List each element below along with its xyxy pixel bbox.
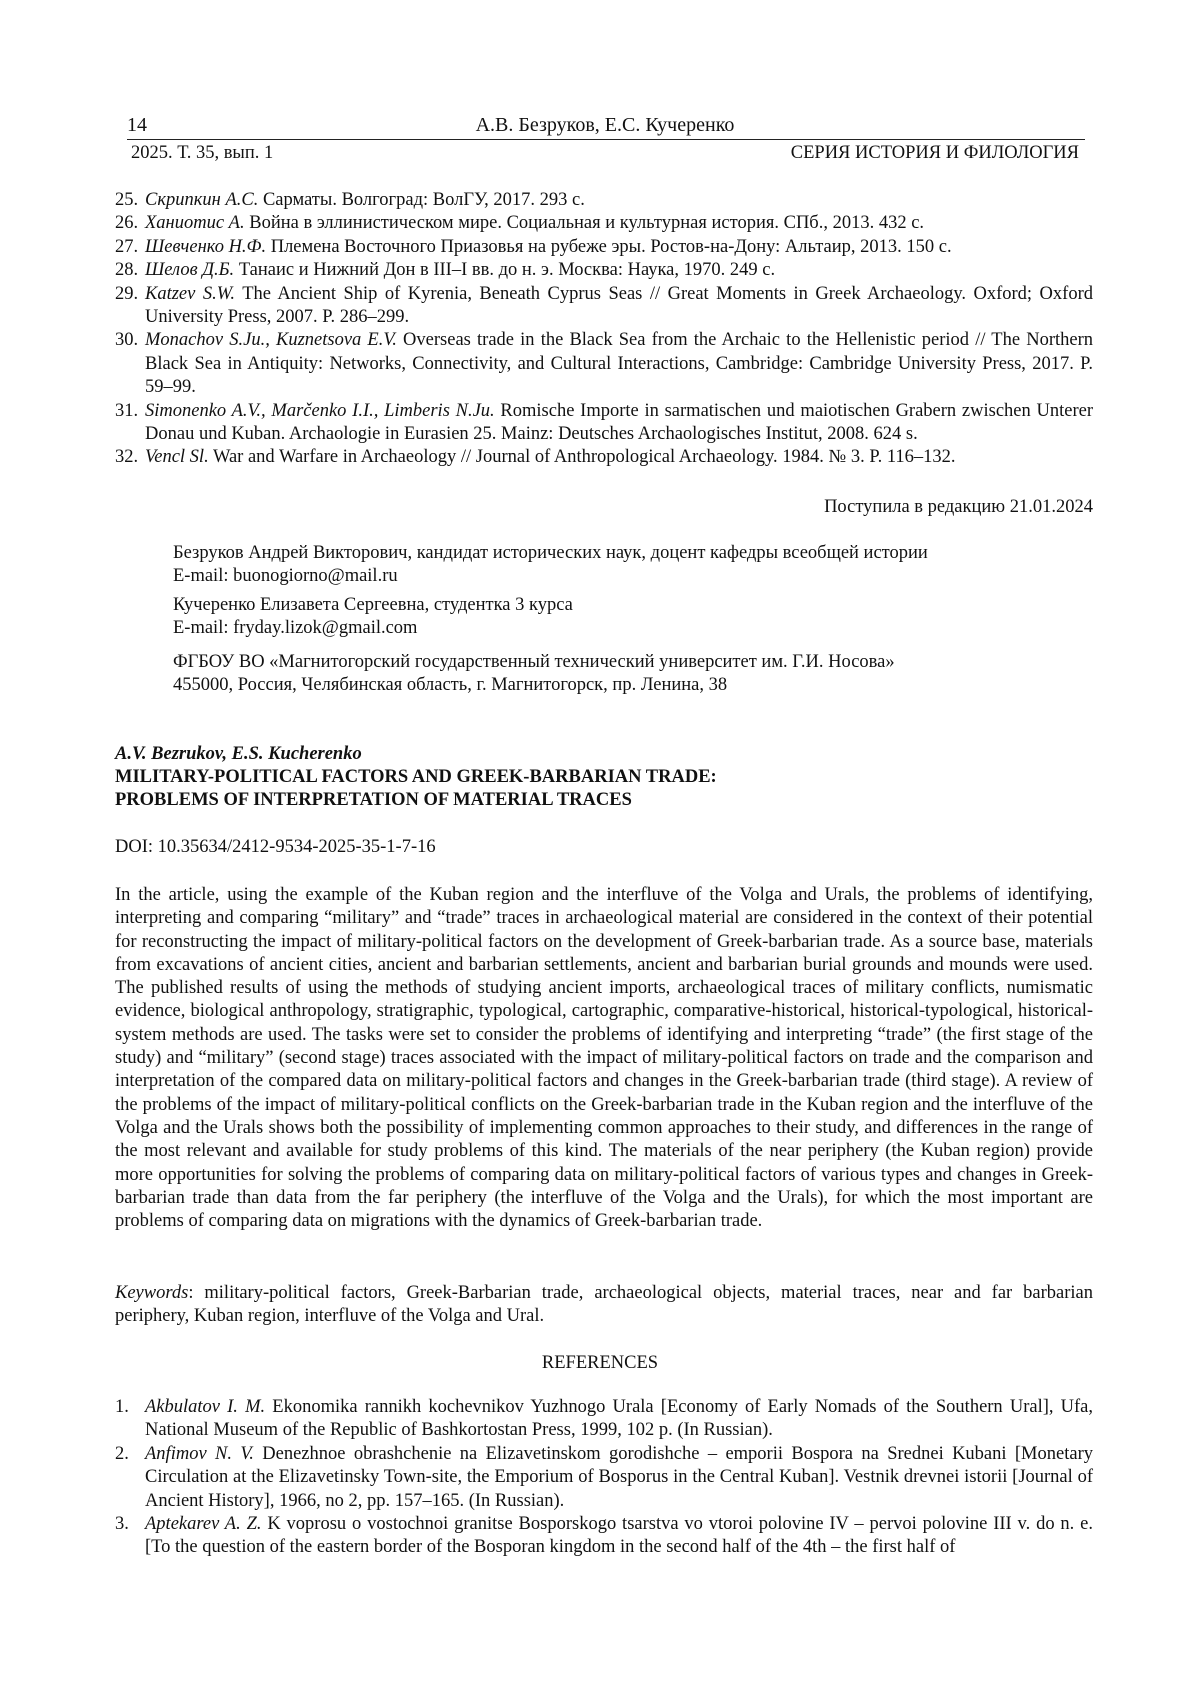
reference-text: Сарматы. Волгоград: ВолГУ, 2017. 293 с. [258, 190, 585, 210]
author-2-details: Кучеренко Елизавета Сергеевна, студентка 3 курса [173, 595, 573, 615]
reference-author: Ханиотис А. [145, 213, 245, 234]
reference-text: K voprosu o vostochnoi granitse Bosporskogo tsarstva vo vtoroi polovine IV – pervoi polovine III v. do n. e. [To the question of the eastern border of the Bosporan kingdom in the second half of the 4th – the first half of [145, 1514, 1093, 1558]
reference-text: The Ancient Ship of Kyrenia, Beneath Cyprus Seas // Great Moments in Greek Archaeology. Oxford; Oxford University Press, 2007. P. 286–299. [145, 283, 1093, 328]
english-title-line-1: MILITARY-POLITICAL FACTORS AND GREEK-BARBARIAN TRADE: [115, 767, 717, 787]
reference-author: Katzev S.W. [145, 283, 236, 304]
series-title: СЕРИЯ ИСТОРИЯ И ФИЛОЛОГИЯ [790, 143, 1079, 163]
references-heading: REFERENCES [541, 1353, 659, 1373]
reference-list-en [115, 1396, 1093, 1560]
reference-number: 29. [115, 283, 139, 304]
reference-item [115, 189, 1093, 212]
keywords [115, 1282, 1093, 1329]
reference-number: 31. [115, 400, 139, 421]
reference-number: 1. [115, 1397, 129, 1417]
affiliation [173, 651, 1073, 698]
reference-author: Aptekarev A. Z. [145, 1514, 262, 1535]
reference-author: Шевченко Н.Ф. [145, 236, 267, 257]
reference-number: 27. [115, 236, 139, 257]
reference-item [115, 283, 1093, 330]
reference-author: Шелов Д.Б. [145, 260, 235, 281]
keywords-text: : military-political factors, Greek-Barbarian trade, archaeological objects, material traces, near and far barbarian periphery, Kuban region, interfluve of the Volga and Ural. [115, 1283, 1093, 1327]
reference-number: 30. [115, 330, 139, 351]
reference-list-ru [115, 189, 1093, 470]
reference-text: Война в эллинистическом мире. Социальная и культурная история. СПб., 2013. 432 с. [244, 213, 925, 234]
reference-text: War and Warfare in Archaeology // Journal of Anthropological Archaeology. 1984. № 3. P. 116–132. [208, 447, 956, 468]
reference-author: Скрипкин А.С. [145, 190, 259, 210]
author-info-2 [173, 594, 1073, 641]
reference-author: Monachov S.Ju., Kuznetsova E.V. [145, 330, 397, 351]
reference-text: Ekonomika rannikh kochevnikov Yuzhnogo Urala [Economy of Early Nomads of the Southern Ural], Ufa, National Museum of the Republic of Bashkortostan Press, 1999, 102 p. (In Russian). [145, 1397, 1093, 1441]
reference-author: Anfimov N. V. [145, 1443, 254, 1464]
reference-author: Vencl Sl. [145, 447, 209, 468]
author-1-email: E-mail: buonogiorno@mail.ru [173, 566, 398, 587]
reference-item [115, 446, 1093, 469]
organization: ФГБОУ ВО «Магнитогорский государственный технический университет им. Г.И. Носова» [173, 652, 895, 672]
author-info-1 [173, 542, 1073, 589]
doi: DOI: 10.35634/2412-9534-2025-35-1-7-16 [115, 837, 436, 857]
received-date: Поступила в редакцию 21.01.2024 [824, 497, 1093, 517]
author-1-details: Безруков Андрей Викторович, кандидат исторических наук, доцент кафедры всеобщей истории [173, 543, 928, 563]
reference-item [115, 259, 1093, 282]
reference-text: Romische Importe in sarmatischen und maiotischen Grabern zwischen Unterer Donau und Kuban. Archaologie in Eurasien 25. Mainz: Deutsches Archaologisches Institut, 2008. 624 s. [145, 400, 1093, 445]
reference-text: Танаис и Нижний Дон в III–I вв. до н. э. Москва: Наука, 1970. 249 с. [234, 260, 776, 281]
reference-number: 26. [115, 213, 139, 234]
english-title [115, 766, 1015, 812]
author-2-email: E-mail: fryday.lizok@gmail.com [173, 618, 418, 639]
reference-number: 32. [115, 447, 139, 468]
abstract: In the article, using the example of the Kuban region and the interfluve of the Volga and Urals, the problems of identifying, interpreting and comparing “military” and “trade” traces in archaeological material are considered in the context of their potential for reconstructing the impact of military-political factors on the development of Greek-barbarian trade. As a source base, materials from excavations of ancient cities, ancient and barbarian settlements, ancient and barbarian burial grounds and mounds were used. The published results of using the methods of studying ancient imports, archaeological traces of military conflicts, numismatic evidence, biological anthropology, stratigraphic, typological, cartographic, comparative-historical, historical-typological, historical-system methods are used. The tasks were set to consider the problems of identifying and interpreting “trade” (the first stage of the study) and “military” (second stage) traces associated with the impact of military-political factors on trade and the comparison and interpretation of the compared data on military-political factors and changes in the Greek-barbarian trade (third stage). A review of the problems of the impact of military-political conflicts on the Greek-barbarian trade in the Kuban region and the interfluve of the Volga and the Urals shows both the possibility of implementing common approaches to their study, and differences in the range of the most relevant and available for study problems of this kind. The materials of the near periphery (the Kuban region) provide more opportunities for solving the problems of comparing data on military-political factors of various types and changes in Greek-barbarian trade than data from the far periphery (the interfluve of the Volga and the Urals), for which the most important are problems of comparing data on migrations with the dynamics of Greek-barbarian trade. [115, 885, 1093, 1232]
reference-item [115, 1513, 1093, 1560]
keywords-label: Keywords [115, 1283, 189, 1303]
reference-author: Akbulatov I. M. [145, 1397, 266, 1417]
reference-number: 3. [115, 1514, 129, 1535]
reference-item [115, 400, 1093, 447]
reference-number: 28. [115, 260, 139, 281]
reference-item [115, 329, 1093, 399]
address: 455000, Россия, Челябинская область, г. Магнитогорск, пр. Ленина, 38 [173, 675, 728, 696]
reference-text: Overseas trade in the Black Sea from the Archaic to the Hellenistic period // The Northern Black Sea in Antiquity: Networks, Connectivity, and Cultural Interactions, Cambridge: Cambridge University Press, 2017. P. 59–99. [145, 330, 1093, 398]
running-head-authors: А.В. Безруков, Е.С. Кучеренко [475, 114, 735, 136]
reference-text: Denezhnoe obrashchenie na Elizavetinskom gorodishche – emporii Bospora na Srednei Kubani [Monetary Circulation at the Elizavetinsky Town-site, the Emporium of Bosporus in the Central Kuban]. Vestnik drevnei istorii [Journal of Ancient History], 1966, no 2, pp. 157–165. (In Russian). [145, 1443, 1093, 1511]
reference-author: Simonenko A.V., Marčenko I.I., Limberis N.Ju. [145, 400, 495, 421]
reference-item [115, 1443, 1093, 1513]
reference-item [115, 236, 1093, 259]
english-authors: A.V. Bezrukov, E.S. Kucherenko [115, 744, 362, 764]
reference-text: Племена Восточного Приазовья на рубеже эры. Ростов-на-Дону: Альтаир, 2013. 150 с. [266, 236, 952, 257]
reference-item [115, 212, 1093, 235]
reference-number: 2. [115, 1443, 129, 1464]
reference-number: 25. [115, 190, 139, 210]
reference-item [115, 1396, 1093, 1443]
english-title-line-2: PROBLEMS OF INTERPRETATION OF MATERIAL TRACES [115, 790, 632, 810]
header-rule [127, 139, 1085, 140]
issue-info: 2025. Т. 35, вып. 1 [131, 143, 274, 163]
page-number: 14 [127, 114, 147, 136]
